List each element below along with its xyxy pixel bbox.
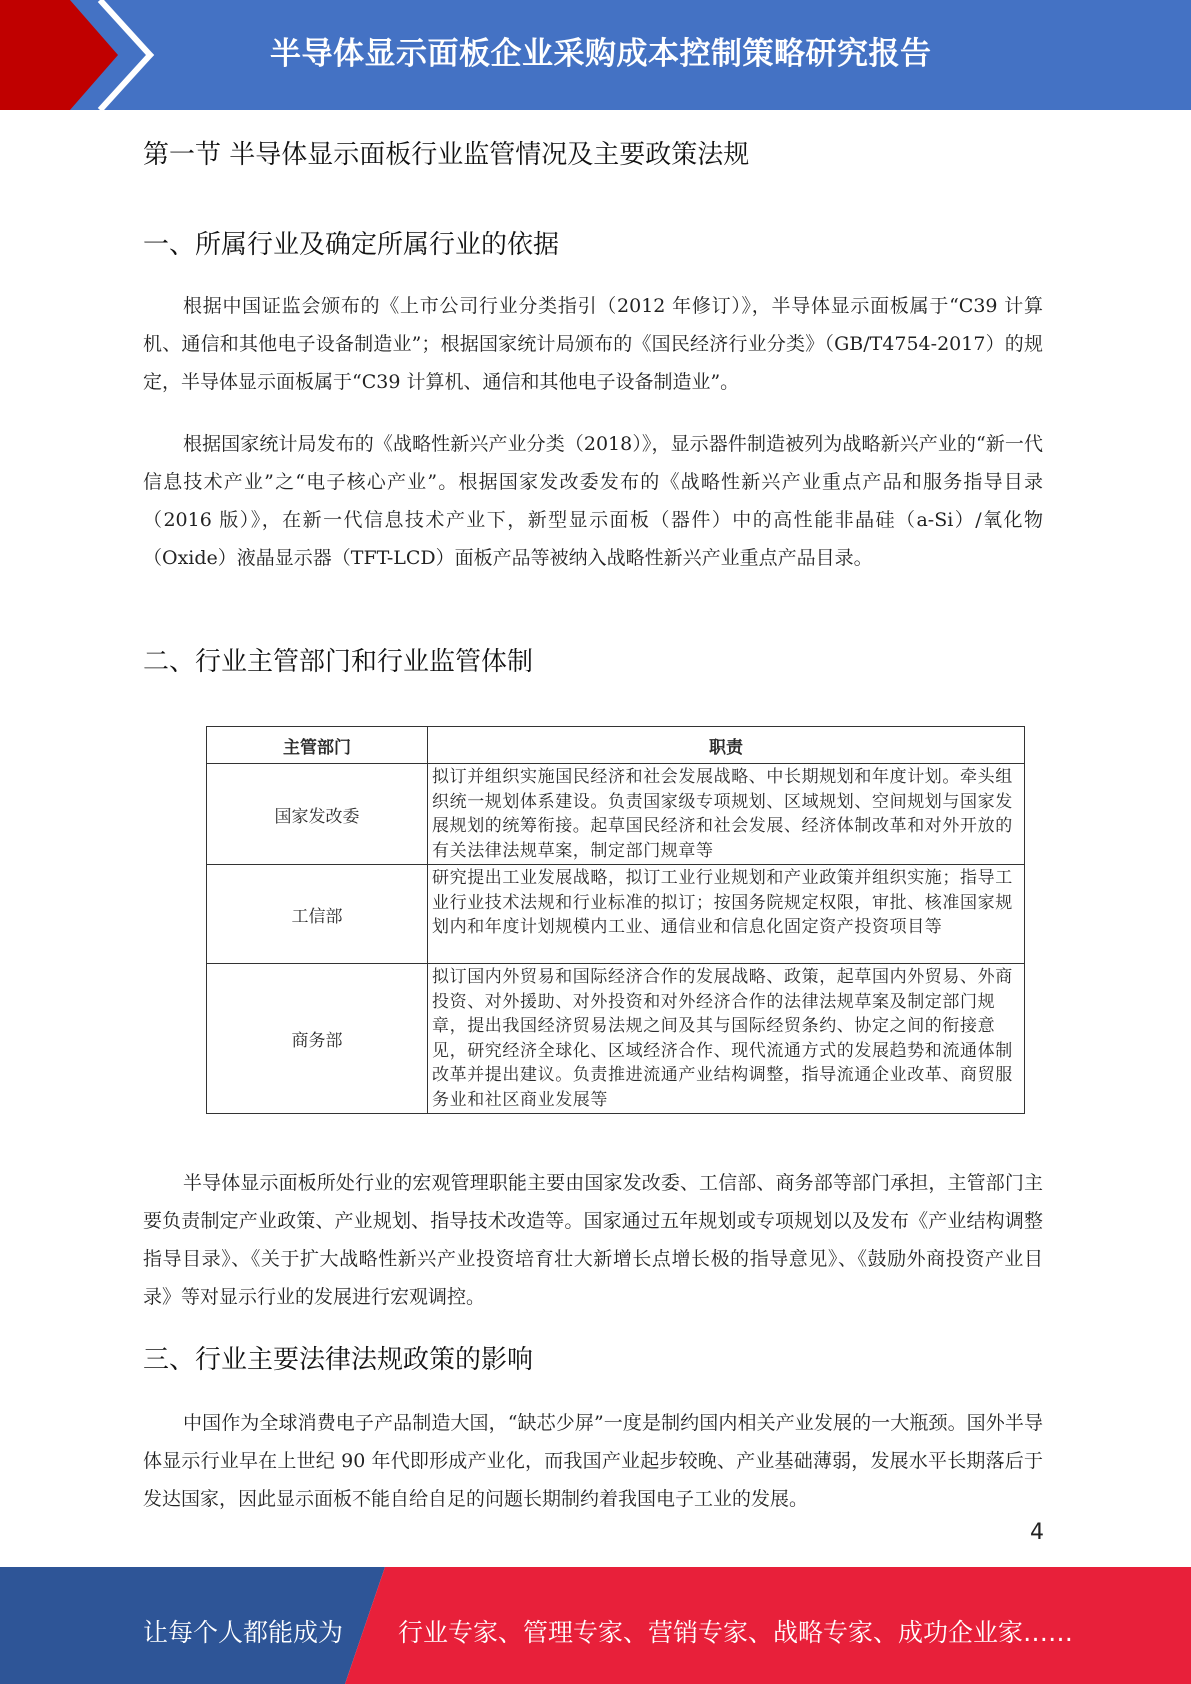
duty-cell: 拟订国内外贸易和国际经济合作的发展战略、政策，起草国内外贸易、外商投资、对外援助、对外投资和对外经济合作的法律法规草案及制定部门规章，提出我国经济贸易法规之间及其与国际经贸条约、协定之间的衔接意见，研究经济全球化、区域经济合作、现代流通方式的发展趋势和流通体制改革并提出建议。负责推进流通产业结构调整，指导流通企业改革、商贸服务业和社区商业发展等 [428,964,1025,1114]
footer-slogan-left: 让每个人都能成为 [143,1618,344,1647]
table-row [207,865,1025,964]
column-header-dept: 主管部门 [207,727,428,764]
report-title: 半导体显示面板企业采购成本控制策略研究报告 [270,36,932,72]
paragraph-1: 根据中国证监会颁布的《上市公司行业分类指引（2012 年修订）》，半导体显示面板属于“C39 计算机、通信和其他电子设备制造业”；根据国家统计局颁布的《国民经济行业分类》（GB/T4754-2017）的规定，半导体显示面板属于“C39 计算机、通信和其他电子设备制造业”。 [143,295,1043,393]
paragraph-3: 半导体显示面板所处行业的宏观管理职能主要由国家发改委、工信部、商务部等部门承担，主管部门主要负责制定产业政策、产业规划、指导技术改造等。国家通过五年规划或专项规划以及发布《产业结构调整指导目录》、《关于扩大战略性新兴产业投资培育壮大新增长点增长极的指导意见》、《鼓励外商投资产业目录》等对显示行业的发展进行宏观调控。 [143,1172,1043,1308]
table-header-row [207,727,1025,764]
heading-part2: 二、行业主管部门和行业监管体制 [143,647,534,677]
column-header-duty: 职责 [428,727,1025,764]
section-title: 第一节 半导体显示面板行业监管情况及主要政策法规 [143,140,750,170]
table-row [207,764,1025,865]
page-number: 4 [1030,1520,1044,1545]
duty-cell: 研究提出工业发展战略，拟订工业行业规划和产业政策并组织实施；指导工业行业技术法规和行业标准的拟订；按国务院规定权限，审批、核准国家规划内和年度计划规模内工业、通信业和信息化固定资产投资项目等 [428,865,1025,964]
dept-cell: 国家发改委 [207,764,428,865]
footer-slogan-right: 行业专家、管理专家、营销专家、战略专家、成功企业家…… [398,1618,1074,1647]
heading-part3: 三、行业主要法律法规政策的影响 [143,1345,534,1375]
dept-cell: 商务部 [207,964,428,1114]
table-row [207,964,1025,1114]
duty-cell: 拟订并组织实施国民经济和社会发展战略、中长期规划和年度计划。牵头组织统一规划体系建设。负责国家级专项规划、区域规划、空间规划与国家发展规划的统筹衔接。起草国民经济和社会发展、经济体制改革和对外开放的有关法律法规草案，制定部门规章等 [428,764,1025,865]
regulator-table [206,726,1025,1114]
dept-cell: 工信部 [207,865,428,964]
heading-part1: 一、所属行业及确定所属行业的依据 [143,230,560,260]
page-header [0,0,1191,110]
paragraph-2: 根据国家统计局发布的《战略性新兴产业分类（2018）》，显示器件制造被列为战略新兴产业的“新一代信息技术产业”之“电子核心产业”。根据国家发改委发布的《战略性新兴产业重点产品和服务指导目录（2016 版）》，在新一代信息技术产业下，新型显示面板（器件）中的高性能非晶硅（a-Si）/氧化物（Oxide）液晶显示器（TFT-LCD）面板产品等被纳入战略性新兴产业重点产品目录。 [143,433,1043,569]
page-footer [0,1567,1191,1684]
paragraph-4: 中国作为全球消费电子产品制造大国，“缺芯少屏”一度是制约国内相关产业发展的一大瓶颈。国外半导体显示行业早在上世纪 90 年代即形成产业化，而我国产业起步较晚、产业基础薄弱，发展水平长期落后于发达国家，因此显示面板不能自给自足的问题长期制约着我国电子工业的发展。 [143,1412,1043,1510]
